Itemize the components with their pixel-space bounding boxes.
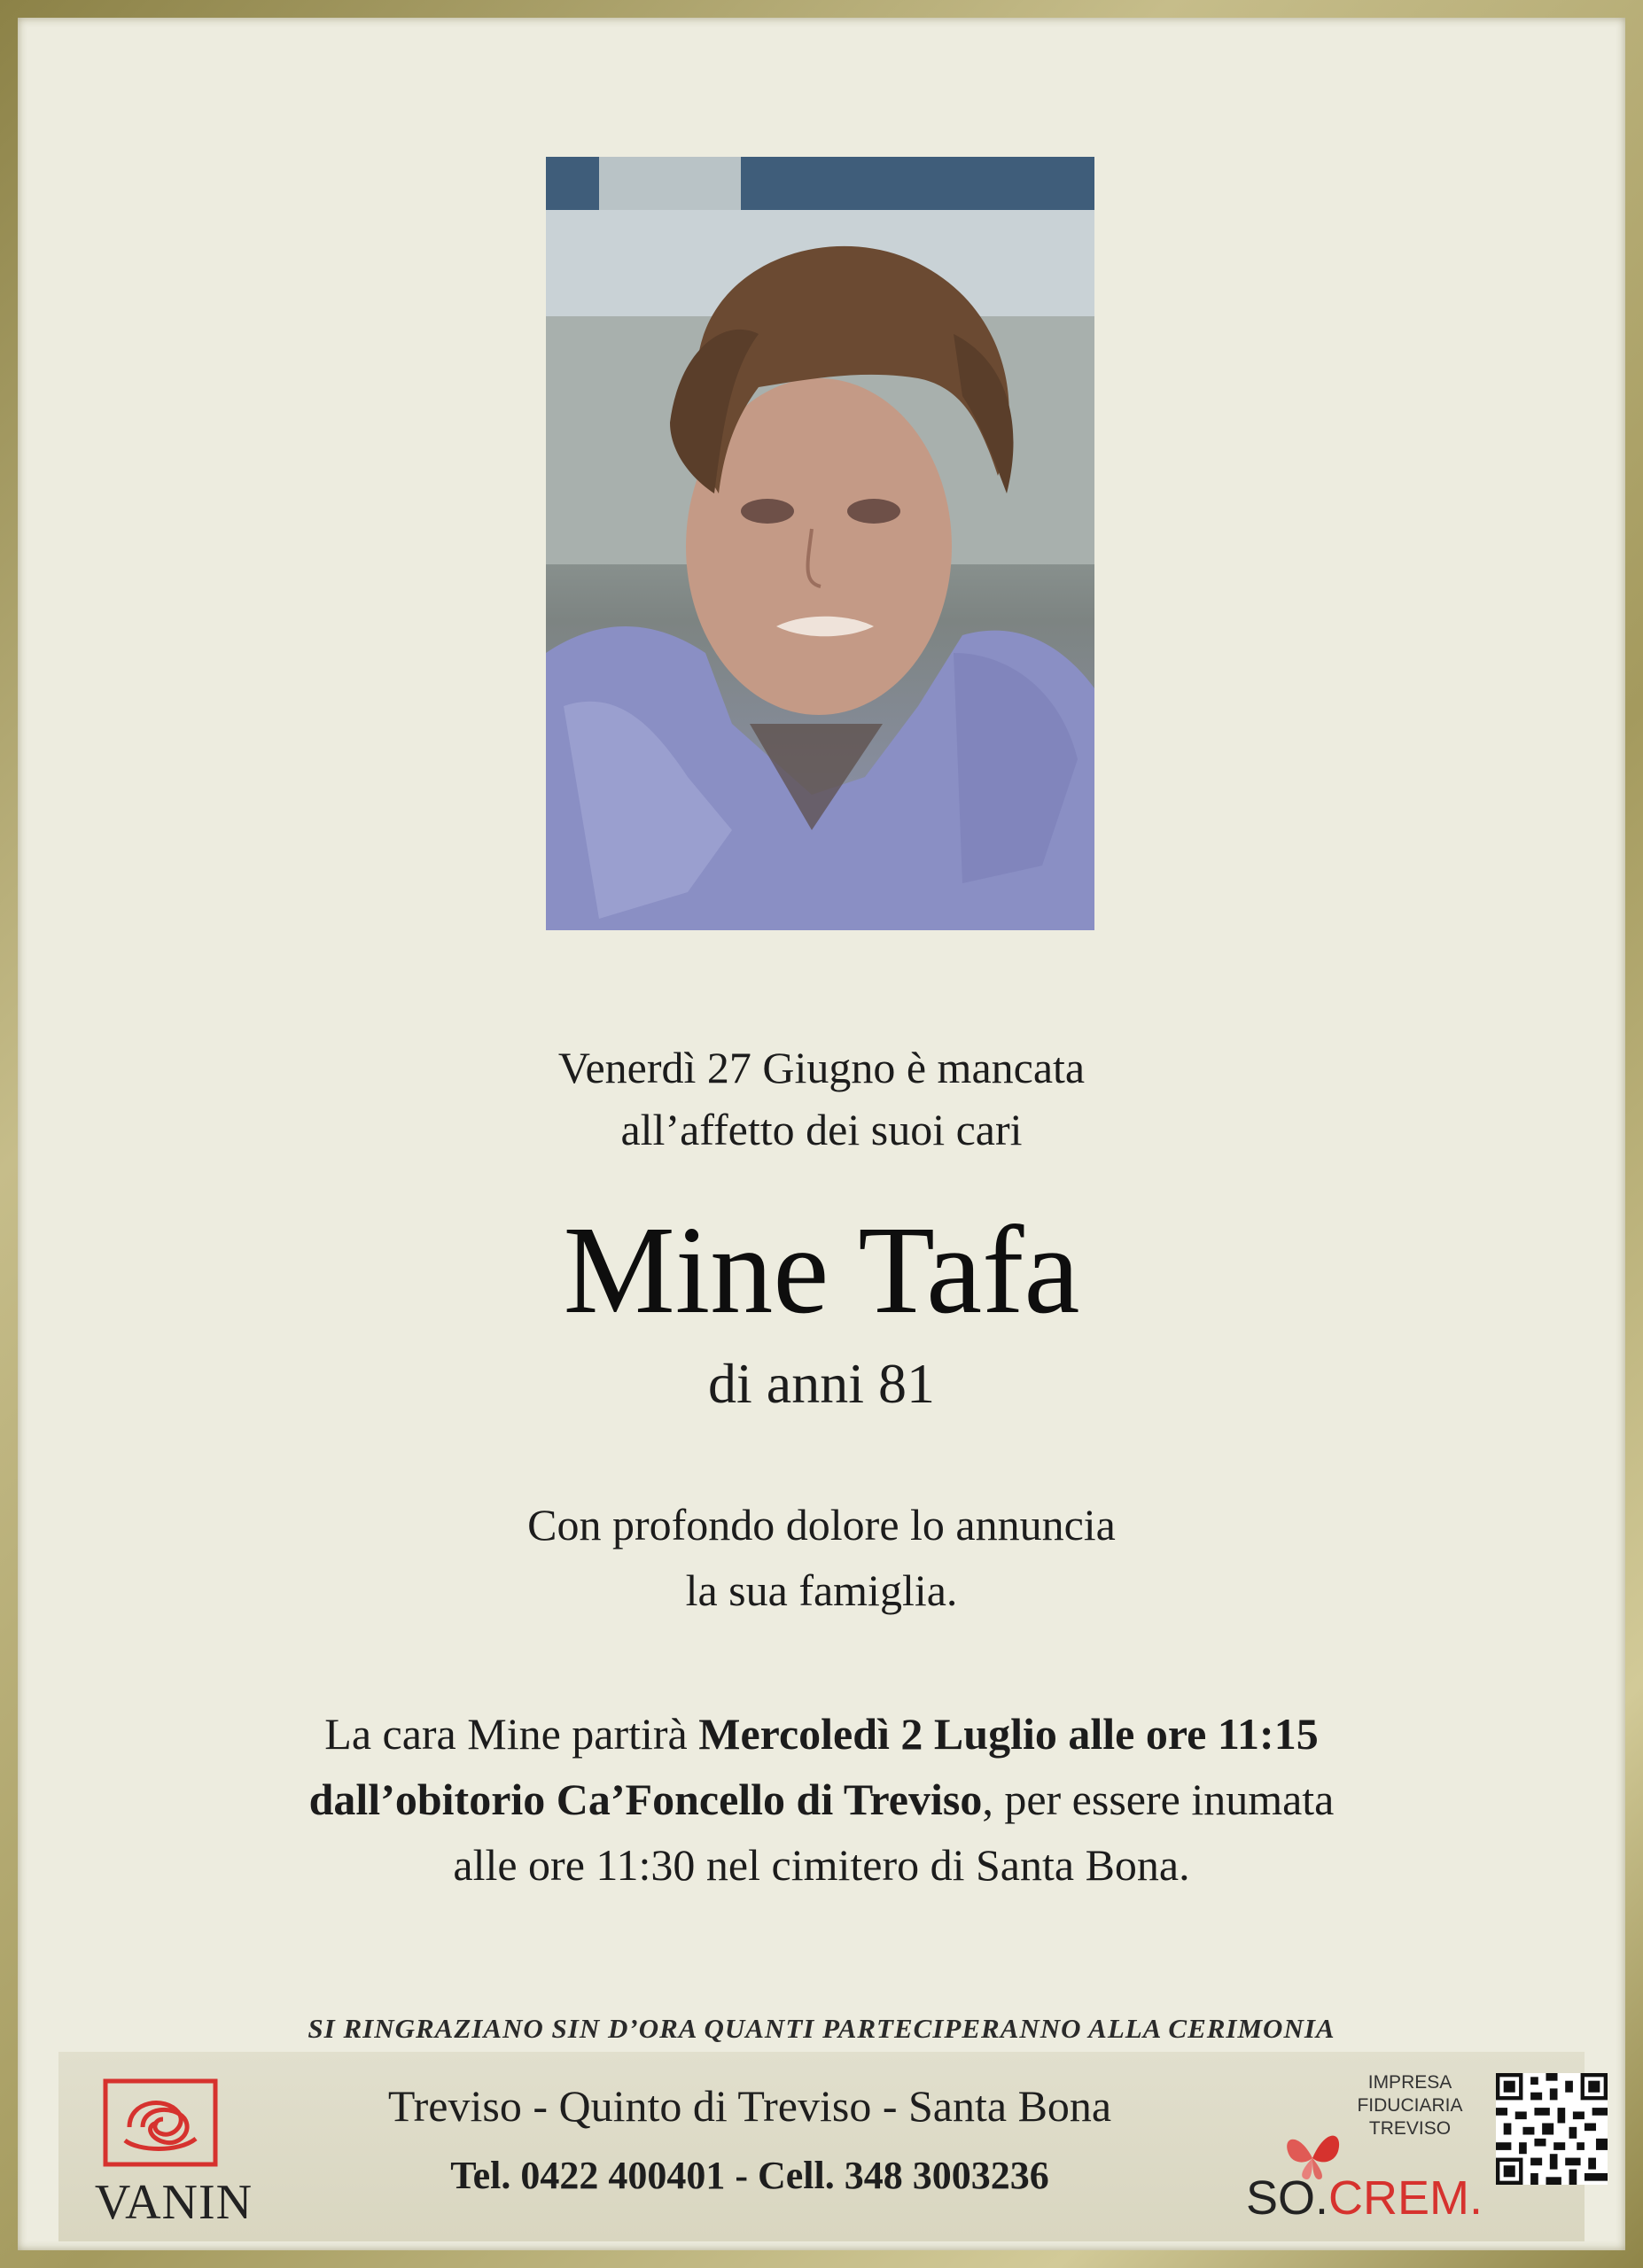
qr-code-icon	[1496, 2073, 1608, 2185]
footer-band	[58, 2052, 1585, 2241]
footer-phones: Tel. 0422 400401 - Cell. 348 3003236	[450, 2154, 1049, 2197]
funeral-line-2	[18, 1767, 1625, 1832]
announcement-line-2: all’affetto dei suoi cari	[620, 1105, 1023, 1154]
funeral-line-1	[18, 1701, 1625, 1767]
socrem-line-1: IMPRESA	[1367, 2072, 1452, 2093]
vanin-logo-icon	[103, 2078, 218, 2167]
portrait-photo	[546, 157, 1094, 930]
funeral-line-3: alle ore 11:30 nel cimitero di Santa Bona.	[453, 1840, 1190, 1890]
socrem-line-2: FIDUCIARIA	[1357, 2095, 1463, 2116]
announcement-line-1: Venerdì 27 Giugno è mancata	[557, 1043, 1086, 1092]
funeral-date-time: Mercoledì 2 Luglio alle ore 11:15	[698, 1709, 1319, 1759]
notice-panel	[18, 18, 1625, 2250]
death-announcement	[18, 1037, 1625, 1161]
socrem-so: SO.	[1246, 2171, 1329, 2225]
socrem-crem: CREM.	[1328, 2171, 1483, 2225]
funeral-location: dall’obitorio Ca’Foncello di Treviso	[308, 1775, 983, 1824]
family-announcement	[18, 1492, 1625, 1623]
family-line-2: la sua famiglia.	[685, 1565, 958, 1615]
deceased-age: di anni 81	[708, 1352, 935, 1415]
portrait-image	[546, 157, 1094, 930]
funeral-details	[18, 1701, 1625, 1898]
deceased-name: Mine Tafa	[563, 1200, 1080, 1340]
funeral-line-1-prefix: La cara Mine partirà	[324, 1709, 699, 1759]
vanin-brand: VANIN	[94, 2175, 253, 2230]
funeral-line-2-rest: , per essere inumata	[982, 1775, 1335, 1824]
socrem-wordmark	[1246, 2171, 1483, 2225]
socrem-logo	[1246, 2071, 1483, 2231]
family-line-1: Con profondo dolore lo annuncia	[527, 1500, 1116, 1550]
footer-locations: Treviso - Quinto di Treviso - Santa Bona	[387, 2081, 1112, 2131]
thanks-note: SI RINGRAZIANO SIN D’ORA QUANTI PARTECIPERANNO ALLA CERIMONIA	[308, 2013, 1335, 2044]
socrem-line-3: TREVISO	[1368, 2118, 1452, 2139]
socrem-subtitle	[1343, 2071, 1476, 2140]
